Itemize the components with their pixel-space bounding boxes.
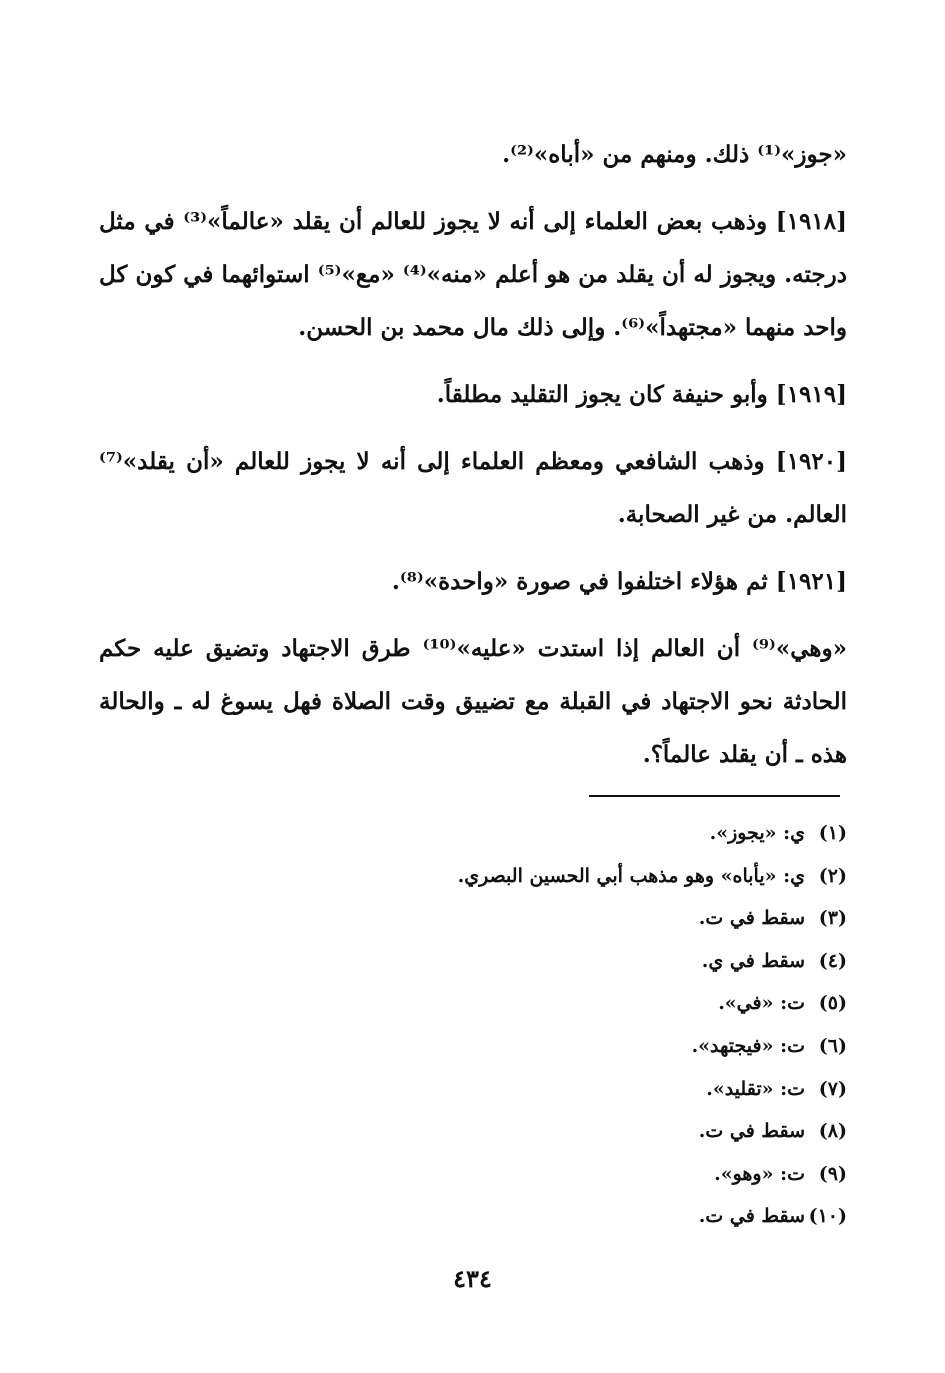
footnote-separator <box>589 795 840 797</box>
footnote <box>327 1153 847 1196</box>
footnote-number: (٤) <box>818 949 847 972</box>
paragraph <box>99 622 847 781</box>
footnote <box>327 1110 847 1153</box>
paragraph-number: [١٩١٩] <box>775 381 847 408</box>
footnote <box>327 1025 847 1068</box>
footnote-text: ت: «تقليد». <box>706 1077 805 1100</box>
footnote-text: ي: «يأباه» وهو مذهب أبي الحسين البصري. <box>457 864 805 887</box>
footnote-number: (٦) <box>818 1034 847 1057</box>
footnote <box>327 1195 847 1238</box>
footnote-text: سقط في ت. <box>698 1120 805 1143</box>
footnote <box>327 855 847 898</box>
footnote-text: سقط في ت. <box>698 907 805 930</box>
paragraph <box>99 368 847 421</box>
page-number: ٤٣٤ <box>453 1264 492 1293</box>
paragraph-text: وأبو حنيفة كان يجوز التقليد مطلقاً. <box>436 381 768 408</box>
footnote-text: ت: «فيجتهد». <box>691 1034 805 1057</box>
footnote-number: (٥) <box>818 992 847 1015</box>
footnote <box>327 812 847 855</box>
footnote-number: (٨) <box>818 1120 847 1143</box>
footnote-text: سقط في ي. <box>701 949 805 972</box>
footnote-number: (١) <box>818 822 847 844</box>
paragraph <box>99 555 847 608</box>
footnote <box>327 897 847 940</box>
footnote <box>327 982 847 1025</box>
paragraph <box>99 195 847 354</box>
footnote-number: (٢) <box>818 864 847 887</box>
footnote-number: (٩) <box>818 1162 847 1185</box>
paragraph-number: [١٩١٨] <box>775 208 847 235</box>
footnotes <box>327 812 847 1238</box>
footnote-text: ي: «يجوز». <box>709 822 805 844</box>
footnote-number: (٣) <box>818 907 847 930</box>
footnote-text: سقط في ت. <box>698 1205 805 1228</box>
paragraph <box>99 128 847 181</box>
footnote-number: (٧) <box>818 1077 847 1100</box>
paragraph-text: «جوز»⁽¹⁾ ذلك. ومنهم من «أباه»⁽²⁾. <box>502 141 847 168</box>
footnote-text: ت: «وهو». <box>714 1162 805 1185</box>
footnote <box>327 1068 847 1111</box>
paragraph-text: وذهب الشافعي ومعظم العلماء إلى أنه لا يجوز للعالم «أن يقلد»⁽⁷⁾ العالم. من غير الصحابة. <box>99 448 847 528</box>
paragraph-text: ثم هؤلاء اختلفوا في صورة «واحدة»⁽⁸⁾. <box>391 568 768 595</box>
footnote-text: ت: «في». <box>718 992 805 1015</box>
paragraph-number: [١٩٢١] <box>775 568 847 595</box>
paragraph <box>99 435 847 541</box>
footnote <box>327 940 847 983</box>
paragraph-text: وذهب بعض العلماء إلى أنه لا يجوز للعالم أن يقلد «عالماً»⁽³⁾ في مثل درجته. ويجوز له أن يقلد من هو أعلم «منه»⁽⁴⁾ «مع»⁽⁵⁾ استوائهما في كون كل واحد منهما «مجتهداً»⁽⁶⁾. وإلى ذلك مال محمد بن الحسن. <box>99 208 847 341</box>
main-text <box>99 128 847 795</box>
paragraph-number: [١٩٢٠] <box>775 448 847 475</box>
footnote-number: (١٠) <box>808 1205 847 1228</box>
paragraph-text: «وهي»⁽⁹⁾ أن العالم إذا استدت «عليه»⁽¹⁰⁾ طرق الاجتهاد وتضيق عليه حكم الحادثة نحو الاجتهاد في القبلة مع تضييق وقت الصلاة فهل يسوغ له ـ والحالة هذه ـ أن يقلد عالماً؟. <box>99 635 847 768</box>
